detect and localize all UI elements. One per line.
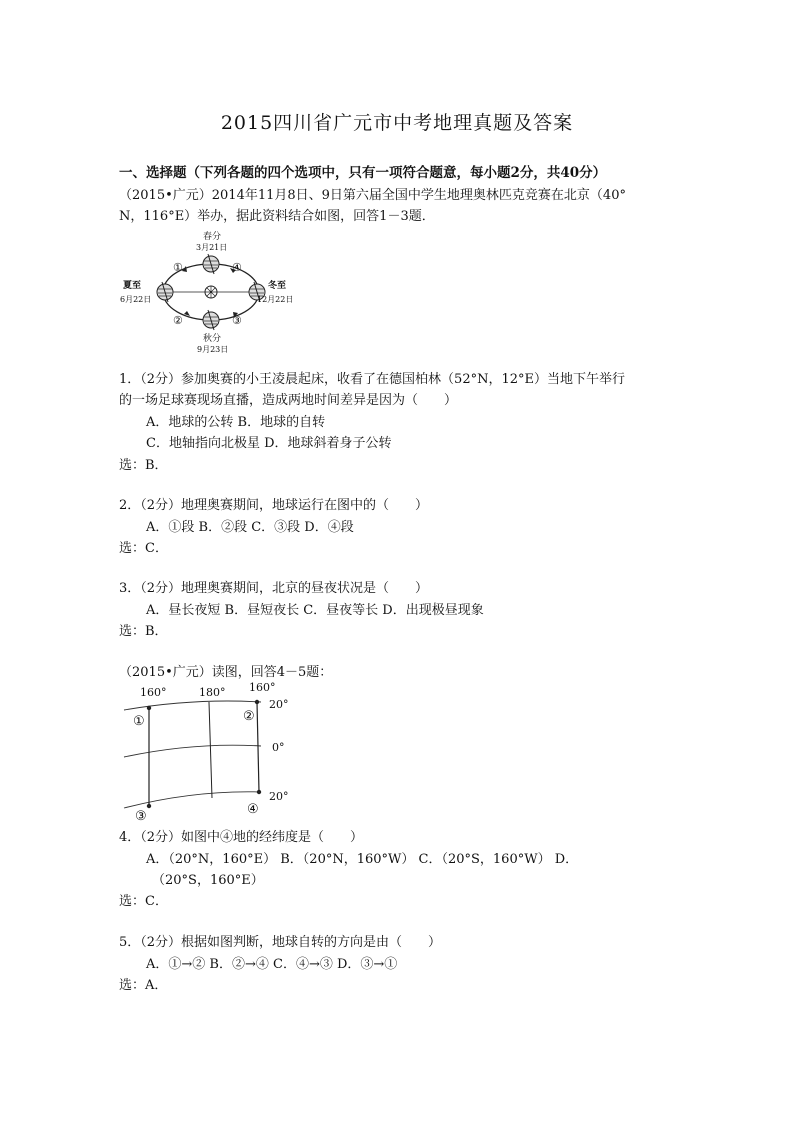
lat-label-equator: 0°	[272, 741, 285, 754]
intro1-line2: N，116°E）举办，据此资料结合如图，回答1－3题．	[119, 209, 435, 224]
q3-stem: 3．（2分）地理奥赛期间，北京的昼夜状况是（ ）	[119, 581, 429, 596]
winter-label: 冬至	[268, 281, 287, 291]
latitude-line-equator	[124, 745, 261, 757]
point-2-dot	[255, 700, 259, 704]
q1-options-line2: C．地轴指向北极星 D．地球斜着身子公转	[146, 436, 392, 451]
q5-options: A．①→② B．②→④ C．④→③ D．③→①	[146, 957, 398, 972]
q4-options-line2: （20°S，160°E）	[152, 873, 264, 888]
intro2: （2015•广元）读图，回答4－5题：	[119, 665, 333, 680]
summer-label: 夏至	[123, 281, 142, 291]
q2-stem: 2．（2分）地理奥赛期间，地球运行在图中的（ ）	[119, 498, 429, 513]
earth-summer-icon	[157, 282, 173, 302]
segment-4-label: ④	[232, 261, 242, 274]
point-1-dot	[147, 706, 151, 710]
q1-options-line1: A．地球的公转 B．地球的自转	[146, 415, 326, 430]
q2-options: A．①段 B．②段 C．③段 D．④段	[146, 520, 354, 535]
orbit-figure	[118, 226, 308, 358]
longitude-line-mid	[209, 702, 212, 798]
latitude-line-bottom	[124, 792, 261, 808]
latitude-line-top	[124, 701, 261, 710]
point-2-label: ②	[243, 709, 255, 724]
point-3-dot	[147, 804, 151, 808]
point-1-label: ①	[133, 714, 145, 729]
point-4-dot	[257, 790, 261, 794]
q1-stem-line2: 的一场足球赛现场直播，造成两地时间差异是因为（ ）	[119, 393, 458, 408]
summer-date: 6月22日	[120, 295, 152, 304]
intro1-line1: （2015•广元）2014年11月8日、9日第六届全国中学生地理奥林匹克竞赛在北京（40°	[119, 188, 626, 203]
autumn-label: 秋分	[203, 334, 222, 344]
lon-label-left: 160°	[140, 686, 167, 699]
q5-answer: 选：A．	[119, 978, 168, 993]
q4-answer: 选：C．	[119, 894, 168, 909]
lon-label-mid: 180°	[199, 686, 226, 699]
winter-date: 12月22日	[257, 295, 294, 304]
lat-label-bottom: 20°	[269, 790, 289, 803]
q2-answer: 选：C．	[119, 541, 168, 556]
earth-autumn-icon	[203, 310, 219, 330]
latlon-grid-figure	[119, 680, 309, 822]
segment-2-label: ②	[173, 314, 183, 327]
lat-label-top: 20°	[269, 698, 289, 711]
spring-label: 春分	[203, 232, 222, 242]
longitude-line-right	[257, 702, 259, 792]
q3-options: A．昼长夜短 B．昼短夜长 C．昼夜等长 D．出现极昼现象	[146, 603, 484, 618]
q4-stem: 4．（2分）如图中④地的经纬度是（ ）	[119, 830, 364, 845]
section-heading: 一、选择题（下列各题的四个选项中，只有一项符合题意，每小题2分，共40分）	[119, 165, 607, 181]
segment-1-label: ①	[173, 261, 183, 274]
autumn-date: 9月23日	[197, 345, 229, 354]
segment-3-label: ③	[232, 314, 242, 327]
q3-answer: 选：B．	[119, 624, 168, 639]
page-title: 2015四川省广元市中考地理真题及答案	[220, 112, 574, 134]
q4-options-line1: A．（20°N，160°E） B．（20°N，160°W） C．（20°S，160°W） D．	[146, 852, 579, 867]
point-3-label: ③	[135, 809, 147, 822]
q5-stem: 5．（2分）根据如图判断，地球自转的方向是由（ ）	[119, 935, 442, 950]
q1-answer: 选：B．	[119, 458, 168, 473]
spring-date: 3月21日	[196, 243, 228, 252]
q1-stem-line1: 1．（2分）参加奥赛的小王凌晨起床，收看了在德国柏林（52°N，12°E）当地下午举行	[119, 372, 625, 387]
earth-spring-icon	[203, 254, 219, 274]
lon-label-right: 160°	[249, 681, 276, 694]
point-4-label: ④	[247, 802, 259, 817]
